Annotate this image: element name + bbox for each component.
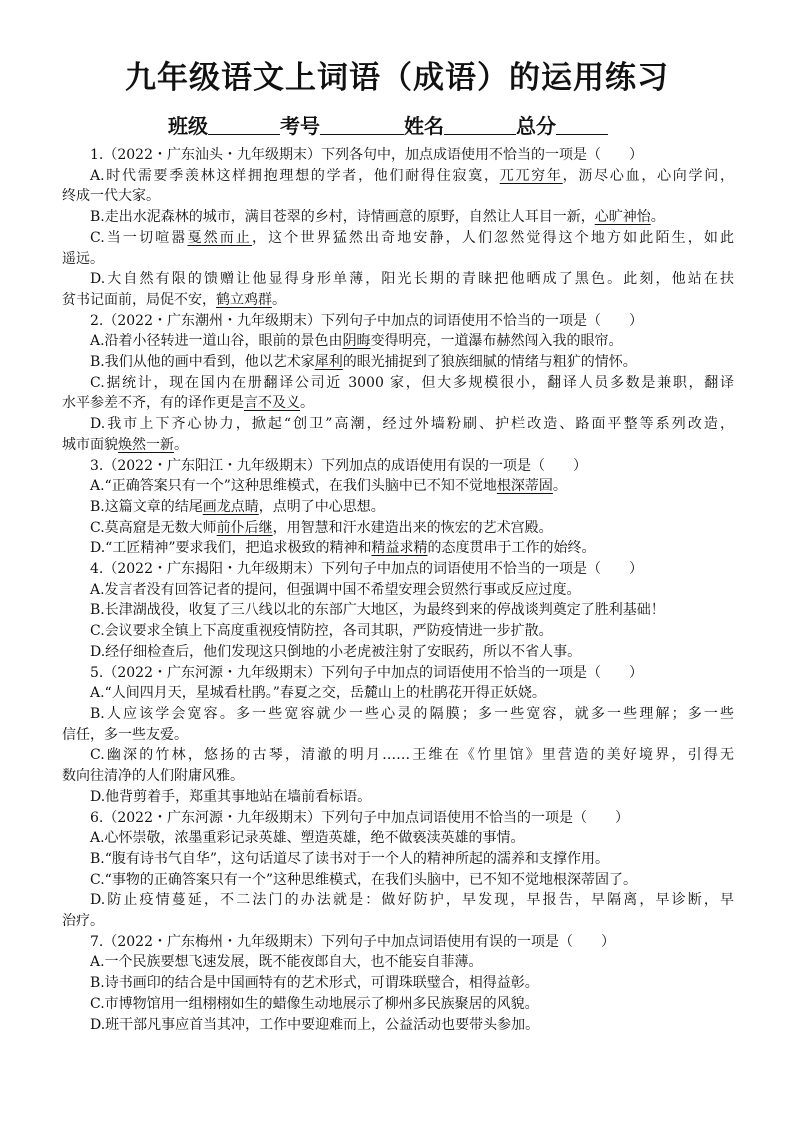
option-c: C.市博物馆用一组栩栩如生的蜡像生动地展示了柳州多民族聚居的风貌。	[90, 995, 539, 1012]
option-d: D.他背剪着手，郑重其事地站在墙前看标语。	[90, 788, 372, 805]
option-d: D.防止疫情蔓延，不二法门的办法就是：做好防护，早发现，早报告，早隔离，早诊断，早	[90, 892, 734, 909]
exam-no-label: 考号	[280, 114, 320, 138]
option-d: D.大自然有限的馈赠让他显得身形单薄，阳光长期的青睐把他晒成了黑色。此刻，他站在扶	[90, 271, 734, 288]
idiom-term: 言不及义	[244, 395, 300, 412]
option-b: B.我们从他的画中看到，他以艺术家犀利的眼光捕捉到了狼族细腻的情绪与粗犷的情怀。	[90, 354, 637, 371]
score-blank[interactable]	[556, 114, 608, 135]
question-stem: 3.（2022・广东阳江・九年级期末）下列加点的成语使用有误的一项是（ ）	[90, 457, 587, 474]
option-d: D.班干部凡事应首当其冲，工作中要迎难而上，公益活动也要带头参加。	[90, 1016, 540, 1033]
option-a: A.沿着小径转进一道山谷，眼前的景色由阴晦变得明亮，一道瀑布赫然闯入我的眼帘。	[90, 333, 623, 350]
option-c: C.会议要求全镇上下高度重视疫情防控，各司其职，严防疫情进一步扩散。	[90, 623, 553, 640]
idiom-term: 犀利	[314, 354, 343, 371]
idiom-term: 戛然而止	[187, 229, 253, 246]
option-b-cont: 信任，多一些友爱。	[62, 726, 188, 743]
question-stem: 5.（2022・广东河源・九年级期末）下列句子中加点的词语使用不恰当的一项是（ ）	[90, 664, 643, 681]
idiom-term: 阴晦	[342, 333, 371, 350]
option-c-cont: 遥远。	[62, 250, 104, 267]
option-c-cont: 数向往清净的人们附庸风雅。	[62, 768, 244, 785]
option-b: B.这篇文章的结尾画龙点睛，点明了中心思想。	[90, 498, 385, 515]
option-c: C.“事物的正确答案只有一个”这种思维模式，在我们头脑中，已不知不觉地根深蒂固了。	[90, 871, 637, 888]
idiom-term: 前仆后继	[216, 519, 273, 536]
option-b: B.“腹有诗书气自华”，这句话道尽了读书对于一个人的精神所起的濡养和支撑作用。	[90, 850, 610, 867]
idiom-term: 鹤立鸡群	[216, 291, 272, 308]
class-blank[interactable]	[208, 114, 280, 135]
option-c: C.据统计，现在国内在册翻译公司近 3000 家，但大多规模很小，翻译人员多数是兼职，翻译	[90, 374, 734, 391]
option-a: A.时代需要季羡林这样拥抱理想的学者，他们耐得住寂寞，兀兀穷年，沥尽心血，心向学问，	[90, 167, 735, 184]
option-d-cont: 贫书记面前，局促不安，鹤立鸡群。	[62, 291, 286, 308]
idiom-term: 心旷神怡	[594, 209, 651, 226]
option-d-cont: 治疗。	[62, 913, 104, 930]
idiom-term: 兀兀穷年	[499, 167, 563, 184]
name-label: 姓名	[404, 114, 444, 138]
option-b: B.人应该学会宽容。多一些宽容就少一些心灵的隔膜；多一些宽容，就多一些理解；多一些	[90, 705, 734, 722]
idiom-term: 画龙点睛	[202, 498, 259, 515]
option-d: D.经仔细检查后，他们发现这只倒地的小老虎被注射了安眠药，所以不省人事。	[90, 643, 582, 660]
option-c: C.莫高窟是无数大师前仆后继，用智慧和汗水建造出来的恢宏的艺术宫殿。	[90, 519, 553, 536]
score-label: 总分	[516, 114, 556, 138]
option-d: D.“工匠精神”要求我们，把追求极致的精神和精益求精的态度贯串于工作的始终。	[90, 540, 596, 557]
exam-no-blank[interactable]	[320, 114, 404, 135]
option-c: C.幽深的竹林，悠扬的古琴，清澈的明月……王维在《竹里馆》里营造的美好境界，引得无	[90, 747, 734, 764]
page-title: 九年级语文上词语（成语）的运用练习	[125, 60, 669, 96]
idiom-term: 根深蒂固	[496, 478, 553, 495]
option-a: A.一个民族要想飞速发展，既不能夜郎自大，也不能妄自菲薄。	[90, 954, 483, 971]
option-b: B.诗书画印的结合是中国画特有的艺术形式，可谓珠联璧合，相得益彰。	[90, 975, 539, 992]
option-c-cont: 水平参差不齐，有的译作更是言不及义。	[62, 395, 314, 412]
option-b: B.长津湖战役，收复了三八线以北的东部广大地区，为最终到来的停战谈判奠定了胜利基础！	[90, 602, 665, 619]
option-a: A.发言者没有回答记者的提问，但强调中国不希望安理会贸然行事或反应过度。	[90, 581, 581, 598]
question-list	[62, 145, 734, 1035]
option-a-cont: 终成一代大家。	[62, 188, 160, 205]
option-b: B.走出水泥森林的城市，满目苍翠的乡村，诗情画意的原野，自然让人耳目一新，心旷神怡。	[90, 209, 665, 226]
option-c: C.当一切喧嚣戛然而止，这个世界猛然出奇地安静，人们忽然觉得这个地方如此陌生，如此	[90, 229, 734, 246]
class-label: 班级	[168, 114, 208, 138]
option-d-cont: 城市面貌焕然一新。	[62, 436, 188, 453]
question-stem: 1.（2022・广东汕头・九年级期末）下列各句中，加点成语使用不恰当的一项是（ ）	[90, 147, 643, 163]
question-stem: 4.（2022・广东揭阳・九年级期末）下列句子中加点的词语使用不恰当的一项是（ ）	[90, 561, 643, 578]
option-d: D.我市上下齐心协力，掀起“创卫”高潮，经过外墙粉刷、护栏改造、路面平整等系列改造，	[90, 416, 734, 433]
idiom-term: 焕然一新	[118, 436, 174, 453]
idiom-term: 精益求精	[371, 540, 428, 557]
header-fields	[168, 112, 608, 140]
question-stem: 7.（2022・广东梅州・九年级期末）下列句子中加点词语使用有误的一项是（ ）	[90, 933, 615, 950]
question-stem: 2.（2022・广东潮州・九年级期末）下列句子中加点的词语使用不恰当的一项是（ ）	[90, 312, 643, 329]
option-a: A.心怀崇敬，浓墨重彩记录英雄、塑造英雄，绝不做亵渎英雄的事情。	[90, 830, 525, 847]
name-blank[interactable]	[444, 114, 516, 135]
question-stem: 6.（2022・广东河源・九年级期末）下列句子中加点词语使用不恰当的一项是（ ）	[90, 809, 629, 826]
option-a: A.“人间四月天，星城看杜鹃。”春夏之交，岳麓山上的杜鹃花开得正妖娆。	[90, 685, 546, 702]
option-a: A.“正确答案只有一个”这种思维模式，在我们头脑中已不知不觉地根深蒂固。	[90, 478, 567, 495]
